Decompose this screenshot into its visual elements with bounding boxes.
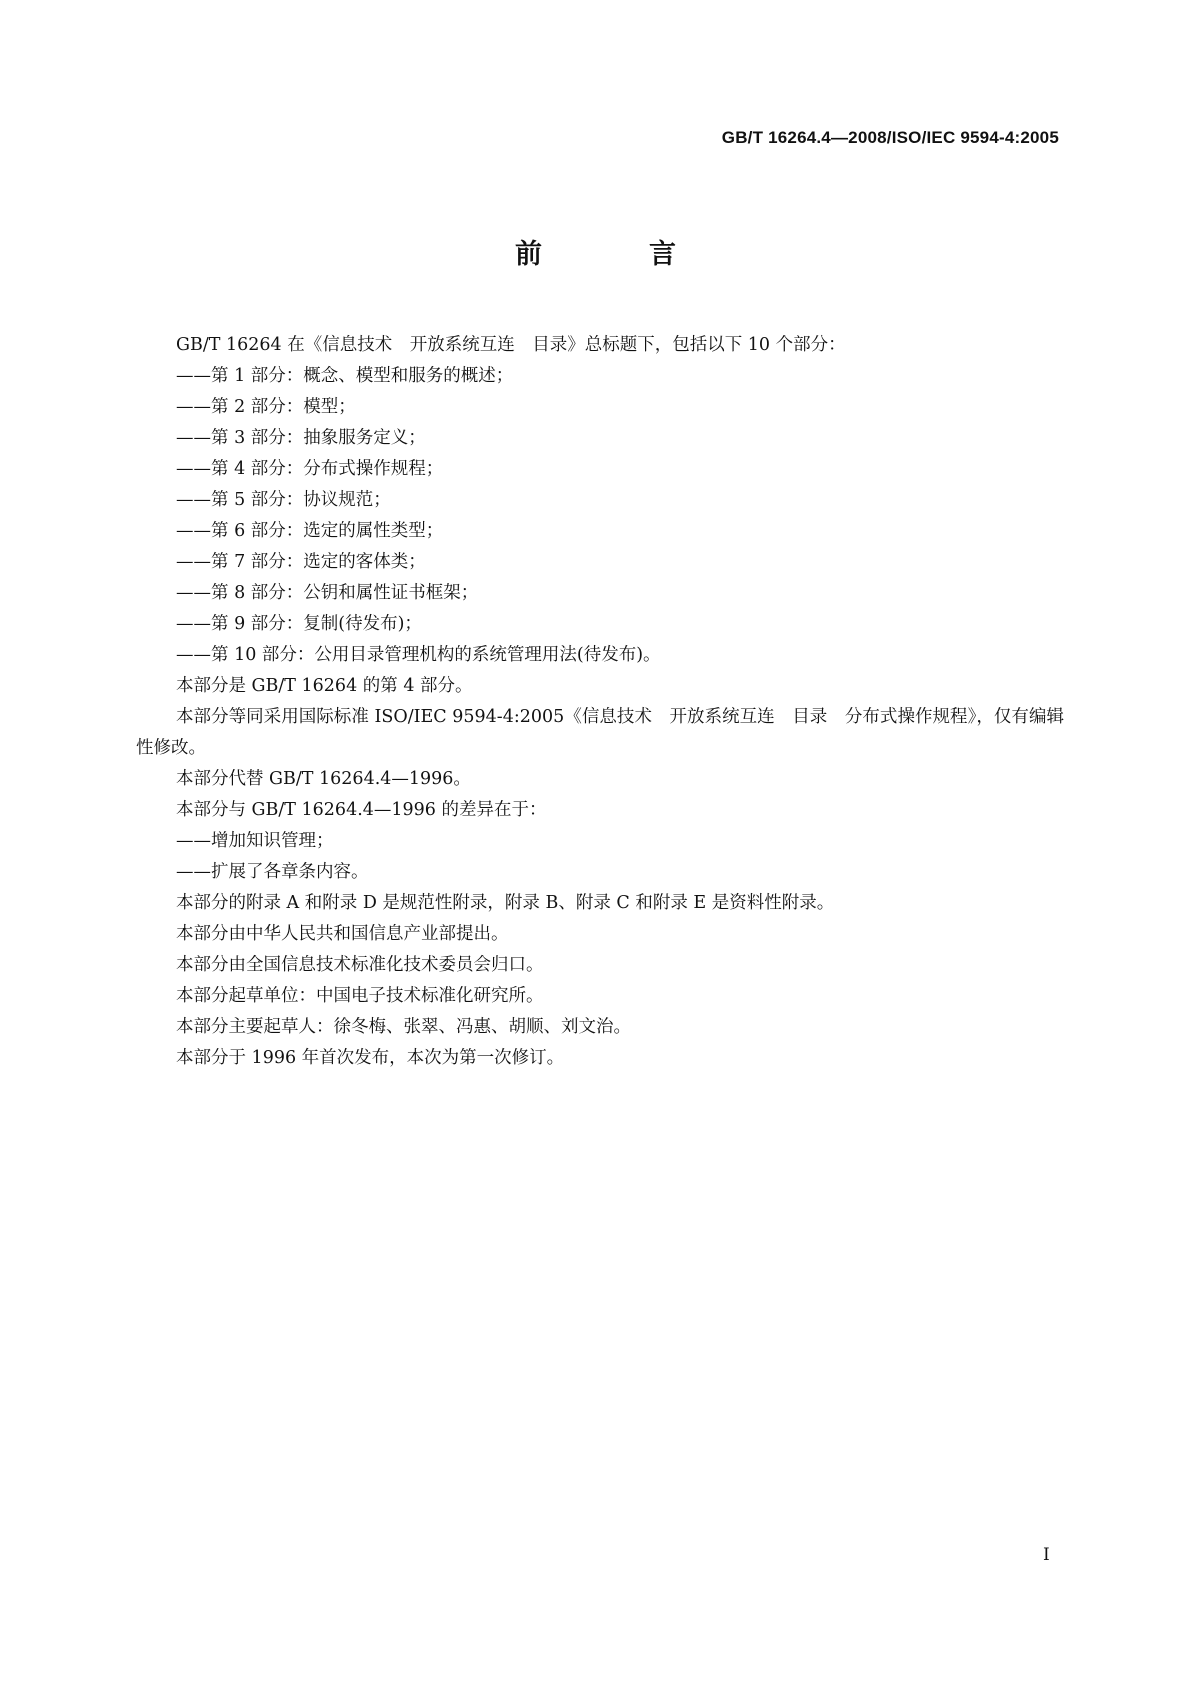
paragraph-adoption: 本部分等同采用国际标准 ISO/IEC 9594-4:2005《信息技术 开放系统互连 目录 分布式操作规程》，仅有编辑性修改。 — [136, 707, 1064, 758]
paragraph-drafting-unit: 本部分起草单位：中国电子技术标准化研究所。 — [176, 986, 544, 1006]
list-item-part-5: ——第 5 部分：协议规范； — [176, 490, 391, 510]
list-item-part-10: ——第 10 部分：公用目录管理机构的系统管理用法(待发布)。 — [176, 645, 661, 665]
list-item-difference-1: ——增加知识管理； — [176, 831, 334, 851]
list-item-part-4: ——第 4 部分：分布式操作规程； — [176, 459, 444, 479]
paragraph-differences: 本部分与 GB/T 16264.4—1996 的差异在于： — [176, 800, 547, 820]
standard-number-header: GB/T 16264.4—2008/ISO/IEC 9594-4:2005 — [721, 128, 1059, 147]
paragraph-intro: GB/T 16264 在《信息技术 开放系统互连 目录》总标题下，包括以下 10 个部分： — [176, 335, 846, 355]
paragraph-centralized-by: 本部分由全国信息技术标准化技术委员会归口。 — [176, 955, 544, 975]
paragraph-drafters: 本部分主要起草人：徐冬梅、张翠、冯惠、胡顺、刘文治。 — [176, 1017, 631, 1037]
list-item-part-3: ——第 3 部分：抽象服务定义； — [176, 428, 426, 448]
list-item-part-9: ——第 9 部分：复制(待发布)； — [176, 614, 422, 634]
page-number: I — [1043, 1545, 1050, 1565]
paragraph-history: 本部分于 1996 年首次发布，本次为第一次修订。 — [176, 1048, 565, 1068]
list-item-part-8: ——第 8 部分：公钥和属性证书框架； — [176, 583, 479, 603]
list-item-part-6: ——第 6 部分：选定的属性类型； — [176, 521, 444, 541]
paragraph-proposed-by: 本部分由中华人民共和国信息产业部提出。 — [176, 924, 509, 944]
foreword-body — [136, 330, 1064, 1074]
list-item-part-1: ——第 1 部分：概念、模型和服务的概述； — [176, 366, 514, 386]
paragraph-part-statement: 本部分是 GB/T 16264 的第 4 部分。 — [176, 676, 473, 696]
list-item-difference-2: ——扩展了各章条内容。 — [176, 862, 369, 882]
list-item-part-2: ——第 2 部分：模型； — [176, 397, 356, 417]
list-item-part-7: ——第 7 部分：选定的客体类； — [176, 552, 426, 572]
paragraph-annexes: 本部分的附录 A 和附录 D 是规范性附录，附录 B、附录 C 和附录 E 是资料性附录。 — [176, 893, 835, 913]
page-title: 前 言 — [515, 239, 716, 270]
paragraph-replaces: 本部分代替 GB/T 16264.4—1996。 — [176, 769, 471, 789]
